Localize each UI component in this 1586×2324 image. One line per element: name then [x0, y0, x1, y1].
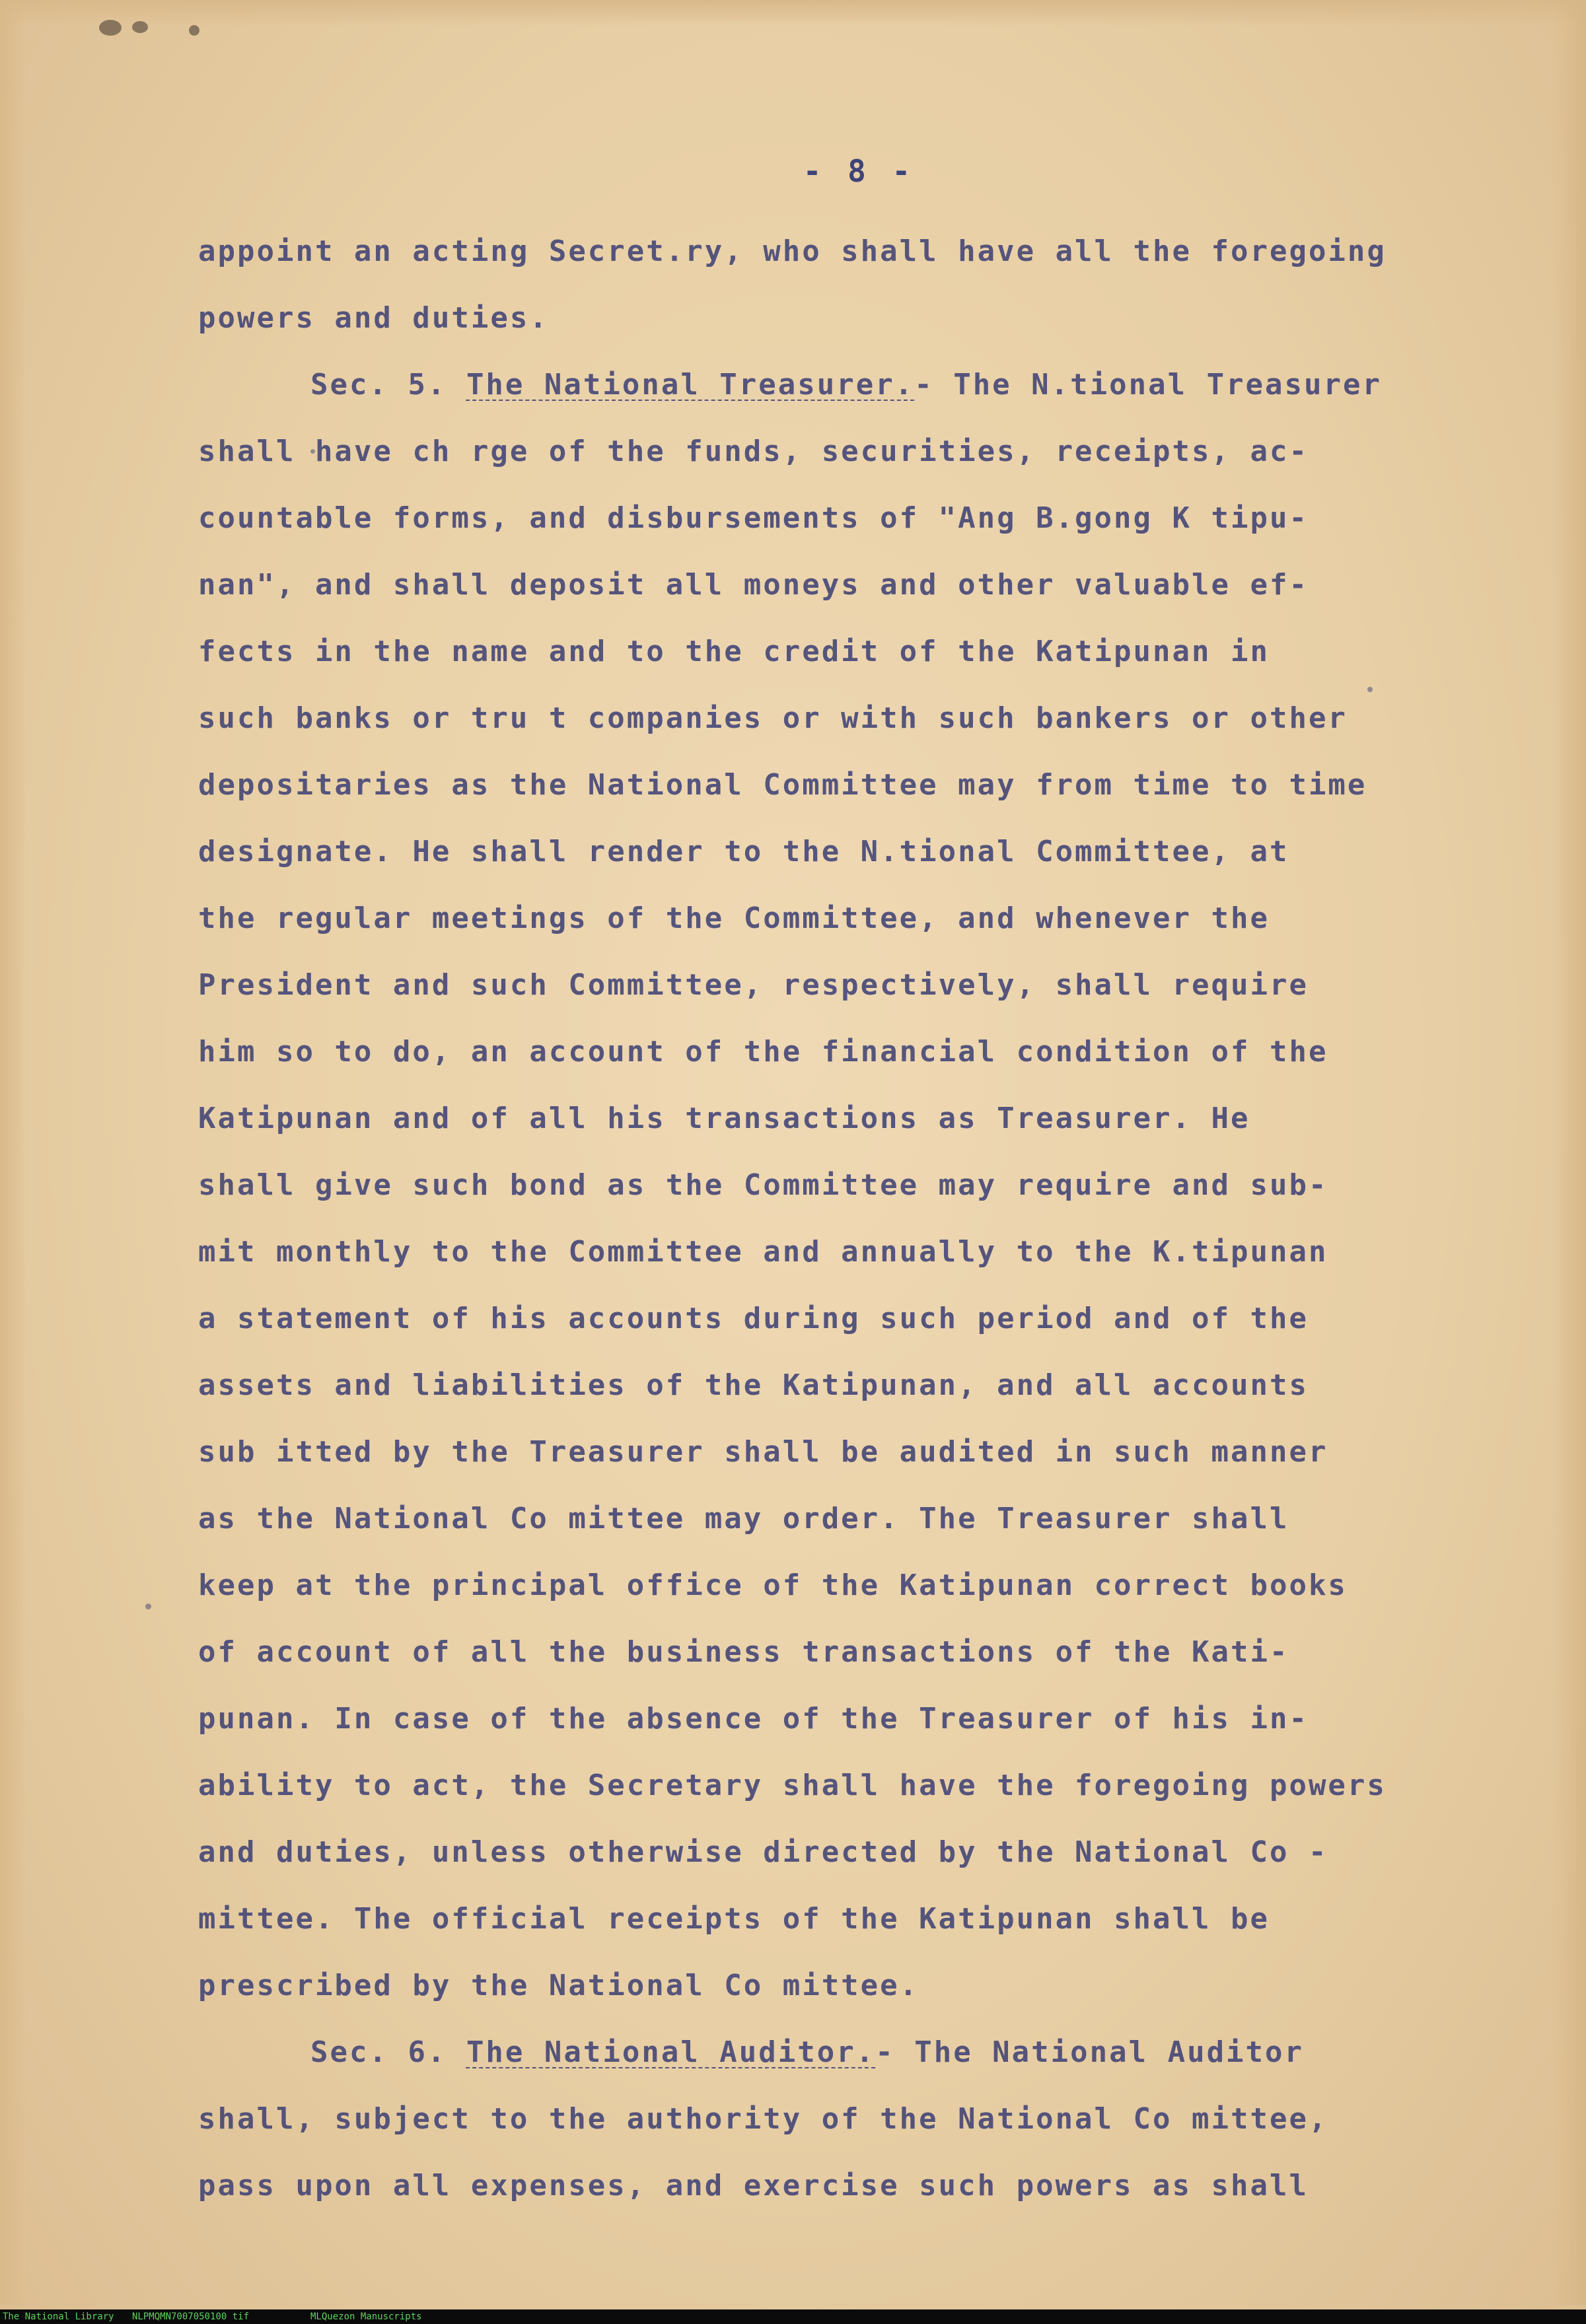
- text-line: ability to act, the Secretary shall have the foregoing powers: [198, 1769, 1387, 1802]
- text-line: him so to do, an account of the financial condition of the: [198, 1035, 1328, 1069]
- footer-filename: NLPMQMN7007050100 tif: [132, 2311, 250, 2322]
- section-title: The National Auditor.: [466, 2035, 876, 2069]
- footer-library: The National Library: [3, 2311, 114, 2322]
- ink-stain: [99, 20, 122, 36]
- ink-stain: [132, 21, 148, 33]
- footer-collection: MLQuezon Manuscripts: [310, 2311, 422, 2322]
- paper-edge-top: [0, 0, 1586, 26]
- text-line: Katipunan and of all his transactions as Treasurer. He: [198, 1102, 1250, 1135]
- text-line: - The N.tional Treasurer: [914, 368, 1382, 402]
- paper-edge-left: [0, 0, 26, 2305]
- text-line: keep at the principal office of the Katipunan correct books: [198, 1568, 1348, 1602]
- section-6-heading-line: [198, 2019, 1493, 2086]
- text-line: prescribed by the National Co mittee.: [198, 1969, 919, 2002]
- text-line: appoint an acting Secret.ry, who shall have all the foregoing: [198, 234, 1387, 268]
- text-line: shall, subject to the authority of the National Co mittee,: [198, 2102, 1328, 2136]
- text-line: sub itted by the Treasurer shall be audited in such manner: [198, 1435, 1328, 1469]
- text-line: powers and duties.: [198, 301, 549, 335]
- text-line: of account of all the business transactions of the Kati-: [198, 1635, 1289, 1669]
- page-number: - 8 -: [803, 153, 915, 189]
- text-line: the regular meetings of the Committee, and whenever the: [198, 901, 1270, 935]
- text-line: shall have ch rge of the funds, securities, receipts, ac-: [198, 435, 1309, 468]
- text-line: designate. He shall render to the N.tional Committee, at: [198, 835, 1289, 868]
- section-number: Sec. 6.: [310, 2035, 447, 2069]
- section-number: Sec. 5.: [310, 368, 447, 402]
- text-line: countable forms, and disbursements of "Ang B.gong K tipu-: [198, 501, 1309, 535]
- section-5-heading-line: [198, 351, 1493, 418]
- text-line: mit monthly to the Committee and annually to the K.tipunan: [198, 1235, 1328, 1269]
- text-line: depositaries as the National Committee may from time to time: [198, 768, 1367, 802]
- text-line: fects in the name and to the credit of the Katipunan in: [198, 635, 1270, 668]
- ink-stain: [189, 25, 199, 36]
- text-line: mittee. The official receipts of the Katipunan shall be: [198, 1902, 1270, 1936]
- paper-edge-right: [1553, 0, 1586, 2305]
- scan-footer-strip: [0, 2309, 1586, 2324]
- text-line: and duties, unless otherwise directed by the National Co -: [198, 1835, 1328, 1869]
- text-line: shall give such bond as the Committee may require and sub-: [198, 1168, 1328, 1202]
- text-line: - The National Auditor: [875, 2035, 1305, 2069]
- text-line: such banks or tru t companies or with such bankers or other: [198, 701, 1348, 735]
- text-line: President and such Committee, respectively, shall require: [198, 968, 1309, 1002]
- body-text: [198, 218, 1493, 2219]
- text-line: punan. In case of the absence of the Treasurer of his in-: [198, 1702, 1309, 1736]
- ink-speck: [145, 1603, 151, 1609]
- text-line: as the National Co mittee may order. The Treasurer shall: [198, 1502, 1289, 1535]
- text-line: pass upon all expenses, and exercise such powers as shall: [198, 2169, 1309, 2202]
- text-line: a statement of his accounts during such period and of the: [198, 1302, 1309, 1335]
- text-line: assets and liabilities of the Katipunan, and all accounts: [198, 1368, 1309, 1402]
- section-title: The National Treasurer.: [466, 368, 915, 402]
- text-line: nan", and shall deposit all moneys and other valuable ef-: [198, 568, 1309, 602]
